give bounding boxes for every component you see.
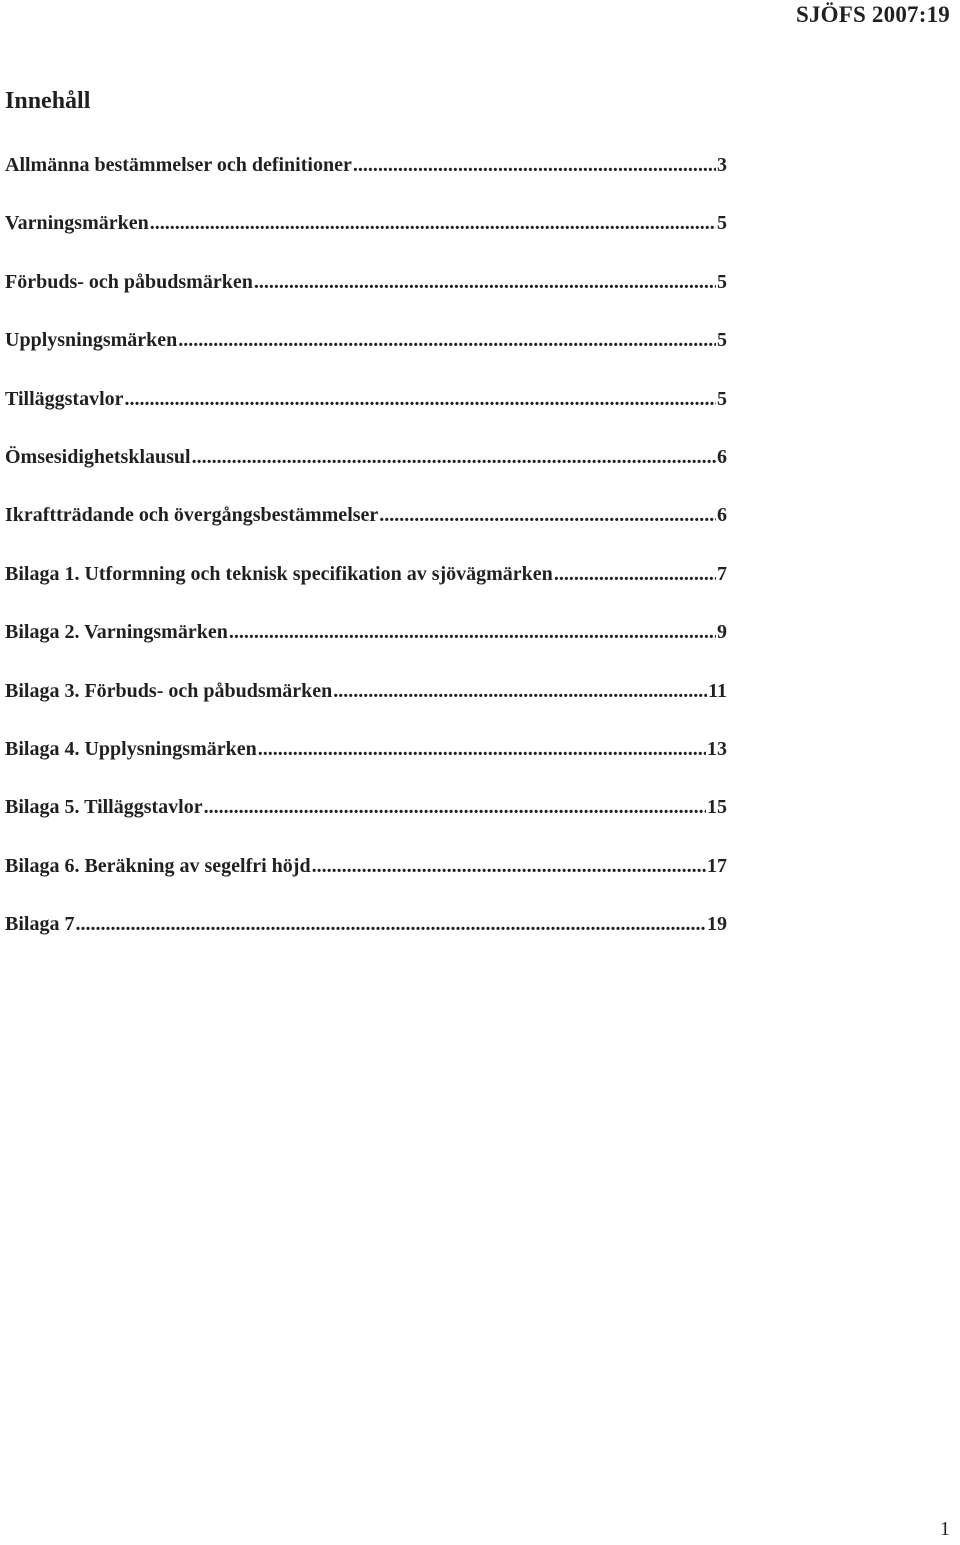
toc-entry[interactable]	[5, 504, 727, 562]
toc-entry-page: 5	[717, 329, 727, 352]
toc-entry-page: 5	[717, 212, 727, 235]
toc-entry[interactable]	[5, 563, 727, 621]
dot-leader	[204, 796, 706, 819]
toc-entry[interactable]	[5, 913, 727, 971]
dot-leader	[554, 563, 716, 586]
toc-entry[interactable]	[5, 855, 727, 913]
toc-entry-label: Upplysningsmärken	[5, 329, 178, 352]
toc-entry-label: Bilaga 7	[5, 913, 75, 936]
toc-entry-label: Tilläggstavlor	[5, 387, 124, 410]
toc-entry-page: 5	[717, 387, 727, 410]
dot-leader	[333, 680, 707, 703]
toc-entry-label: Förbuds- och påbudsmärken	[5, 270, 253, 293]
toc-entry-page: 15	[707, 796, 727, 819]
dot-leader	[353, 154, 716, 177]
toc-entry-page: 17	[707, 854, 727, 877]
toc-entry[interactable]	[5, 446, 727, 504]
toc-entry-label: Bilaga 5. Tilläggstavlor	[5, 796, 203, 819]
toc-entry-page: 13	[707, 737, 727, 760]
dot-leader	[192, 446, 716, 469]
toc-entry[interactable]	[5, 680, 727, 738]
toc-entry[interactable]	[5, 738, 727, 796]
toc-entry-page: 11	[708, 679, 727, 702]
toc-entry-page: 3	[717, 154, 727, 176]
toc-entry-label: Ikraftträdande och övergångsbestämmelser	[5, 504, 379, 527]
toc-entry-label: Bilaga 4. Upplysningsmärken	[5, 737, 257, 760]
toc-entry-page: 9	[717, 621, 727, 644]
dot-leader	[254, 271, 716, 294]
toc-entry-label: Bilaga 2. Varningsmärken	[5, 621, 228, 644]
toc-entry[interactable]	[5, 621, 727, 679]
toc-entry[interactable]	[5, 796, 727, 854]
toc-entry-label: Varningsmärken	[5, 212, 149, 235]
dot-leader	[75, 913, 706, 936]
toc-entry-label: Bilaga 1. Utformning och teknisk specifikation av sjövägmärken	[5, 562, 553, 585]
toc-entry[interactable]	[5, 388, 727, 446]
dot-leader	[379, 504, 716, 527]
dot-leader	[258, 738, 706, 761]
page-number: 1	[940, 1518, 950, 1540]
toc-entry-label: Bilaga 6. Beräkning av segelfri höjd	[5, 854, 311, 877]
dot-leader	[125, 388, 716, 411]
toc-entry[interactable]	[5, 154, 727, 212]
dot-leader	[312, 855, 706, 878]
toc-entry-label: Ömsesidighetsklausul	[5, 445, 191, 468]
toc-entry-page: 5	[717, 270, 727, 293]
toc-entry[interactable]	[5, 329, 727, 387]
dot-leader	[150, 212, 716, 235]
toc-entry-page: 19	[707, 913, 727, 936]
toc-entry[interactable]	[5, 212, 727, 270]
toc-entry-page: 6	[717, 504, 727, 527]
dot-leader	[178, 329, 716, 352]
dot-leader	[229, 621, 716, 644]
toc-entry-page: 6	[717, 445, 727, 468]
toc-entry[interactable]	[5, 271, 727, 329]
toc-title: Innehåll	[5, 88, 91, 114]
document-code: SJÖFS 2007:19	[795, 2, 950, 27]
toc-entry-page: 7	[717, 562, 727, 585]
toc-entry-label: Bilaga 3. Förbuds- och påbudsmärken	[5, 679, 333, 702]
toc-entry-label: Allmänna bestämmelser och definitioner	[5, 154, 352, 176]
table-of-contents	[5, 154, 727, 971]
